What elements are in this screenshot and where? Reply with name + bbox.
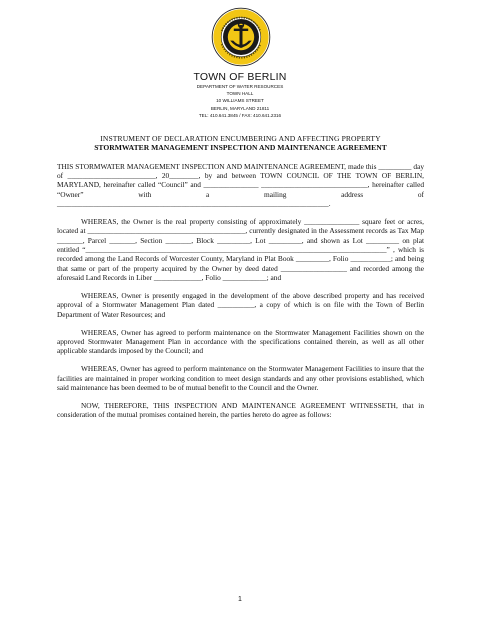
street-address: 10 WILLIAMS STREET [216,98,264,104]
whereas-development-paragraph: WHEREAS, Owner is presently engaged in the development of the above described property and has received approval of a Stormwater Management Plan dated __________, a copy of which is on file with the Town of Berlin Department of Water Resources; and [57,291,424,319]
town-seal-logo [211,7,271,67]
agreement-paragraph: THIS STORMWATER MANAGEMENT INSPECTION AND MAINTENANCE AGREEMENT, made this _________ day of ________________________, 20________, by and between TOWN COUNCIL OF THE TOWN OF BERLIN, MARYLAND, hereinafter called “Council” and _______________ _____________________________, hereinafter called “Owner” with a mailing address of __________________________________________________________________________. [57,161,424,209]
document-titles [57,134,424,153]
department-name: DEPARTMENT OF WATER RESOURCES [196,84,284,89]
now-therefore-paragraph: NOW, THEREFORE, THIS INSPECTION AND MAINTENANCE AGREEMENT WITNESSETH, that in consideration of the mutual promises contained herein, the parties hereto do agree as follows: [57,400,424,420]
document-title-line1: INSTRUMENT OF DECLARATION ENCUMBERING AND AFFECTING PROPERTY [100,134,381,143]
whereas-working-condition-paragraph: WHEREAS, Owner has agreed to perform maintenance on the Stormwater Management Facilities to insure that the facilities are maintained in proper working condition to meet design standards and any other provisions established, which said maintenance has been deemed to be of mutual benefit to the Council and the Owner. [57,364,424,392]
whereas-maintenance-paragraph: WHEREAS, Owner has agreed to perform maintenance on the Stormwater Management Facilities shown on the approved Stormwater Management Plan in accordance with the specifications contained therein, as well as all other applicable standards imposed by the Council; and [57,327,424,356]
town-name: TOWN OF BERLIN [193,71,287,83]
town-hall: TOWN HALL [226,91,254,97]
page-number: 1 [238,596,242,603]
phone-fax: TEL: 410.641.3845 / FAX: 410.641.2316 [198,112,282,118]
city-state-zip: BERLIN, MARYLAND 21811 [210,105,270,111]
document-title-line2: STORMWATER MANAGEMENT INSPECTION AND MAINTENANCE AGREEMENT [94,143,387,153]
whereas-property-paragraph: WHEREAS, the Owner is the real property consisting of approximately _______________ square feet or acres, located at ___________________________________________, currently designated in the Assessment records as Tax Map _______, Parcel _______, Section _______, Block _________, Lot _________, and shown as Lot _________ on plat entitled “__________________________________________________________________________________” , which is recorded among the Land Records of Worcester County, Maryland in Plat Book _________, Folio ___________; and being that same or part of the property acquired by the Owner by deed dated __________________ and recorded among the aforesaid Land Records in Liber _____________, Folio ____________; and [57,217,424,283]
document-body [57,134,424,428]
letterhead [0,71,480,119]
